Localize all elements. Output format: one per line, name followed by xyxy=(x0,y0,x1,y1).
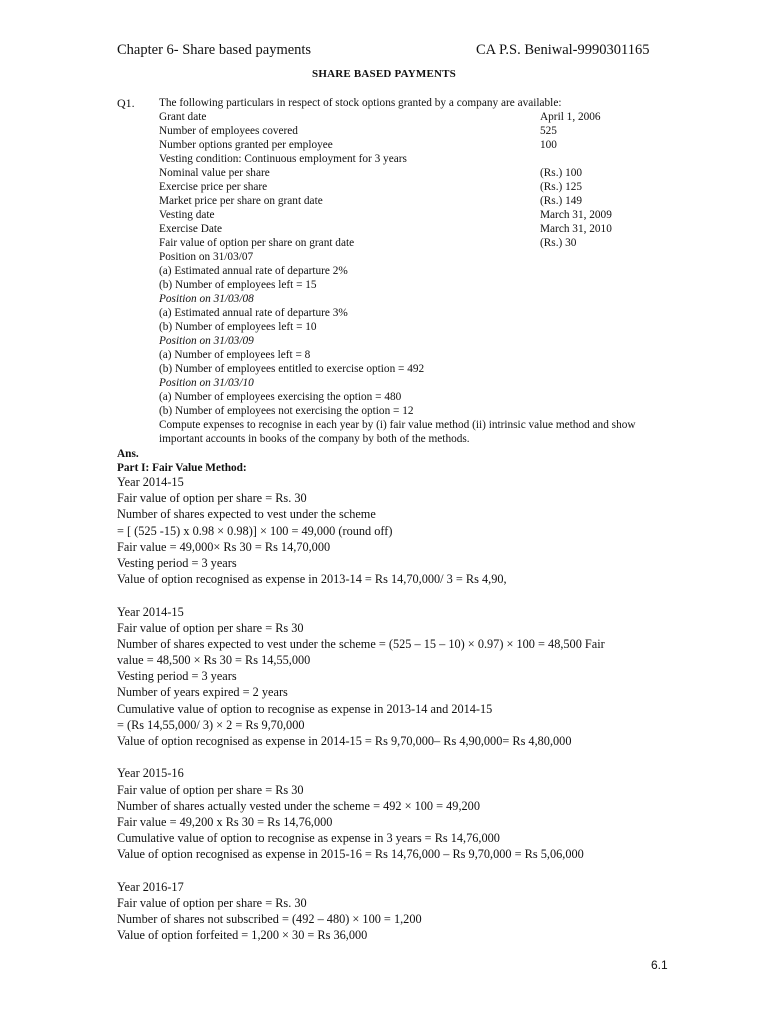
position-line: Position on 31/03/10 xyxy=(159,377,254,389)
solution-line: Number of shares expected to vest under the scheme = (525 – 15 – 10) × 0.97) × 100 = 48,500 Fair xyxy=(117,636,605,651)
particular-label: Number options granted per employee xyxy=(159,139,333,151)
page-title: SHARE BASED PAYMENTS xyxy=(312,68,456,80)
block-spacer xyxy=(117,749,717,765)
position-line: (b) Number of employees left = 15 xyxy=(159,279,317,291)
solution-line: Value of option recognised as expense in 2014-15 = Rs 9,70,000– Rs 4,90,000= Rs 4,80,000 xyxy=(117,734,572,748)
position-line: (a) Estimated annual rate of departure 3% xyxy=(159,307,348,319)
particular-row xyxy=(159,208,679,222)
particular-row xyxy=(159,152,679,166)
particular-row xyxy=(159,138,679,152)
position-line: (b) Number of employees entitled to exercise option = 492 xyxy=(159,363,425,375)
particular-value: April 1, 2006 xyxy=(540,111,601,123)
particular-row xyxy=(159,166,679,180)
particular-label: Vesting date xyxy=(159,209,215,221)
page-number: 6.1 xyxy=(651,958,668,972)
year-heading: Year 2016-17 xyxy=(117,879,184,894)
particular-label: Exercise Date xyxy=(159,223,223,235)
particular-value: March 31, 2010 xyxy=(540,223,612,235)
solution-line: Fair value of option per share = Rs 30 xyxy=(117,620,304,635)
particular-row xyxy=(159,124,679,138)
solution-line: Fair value of option per share = Rs. 30 xyxy=(117,491,307,506)
year-heading: Year 2014-15 xyxy=(117,475,184,489)
particular-value: (Rs.) 100 xyxy=(540,167,583,179)
solution-line: Number of shares expected to vest under the scheme xyxy=(117,507,376,522)
position-line: (a) Number of employees left = 8 xyxy=(159,349,311,361)
answer-label: Ans. xyxy=(117,448,139,460)
year-heading: Year 2015-16 xyxy=(117,766,184,781)
position-line: (a) Estimated annual rate of departure 2% xyxy=(159,265,348,277)
particular-label: Exercise price per share xyxy=(159,181,268,193)
header-author: CA P.S. Beniwal-9990301165 xyxy=(476,42,650,58)
particular-row xyxy=(159,222,679,236)
solution-line: Fair value = 49,000× Rs 30 = Rs 14,70,000 xyxy=(117,539,331,554)
particular-label: Number of employees covered xyxy=(159,125,298,137)
position-line: Position on 31/03/09 xyxy=(159,335,254,347)
particular-label: Nominal value per share xyxy=(159,167,270,179)
solution-line: Cumulative value of option to recognise as expense in 3 years = Rs 14,76,000 xyxy=(117,831,500,846)
solution-line: Value of option forfeited = 1,200 × 30 = Rs 36,000 xyxy=(117,928,368,943)
solution-line: Cumulative value of option to recognise as expense in 2013-14 and 2014-15 xyxy=(117,701,493,716)
block-spacer xyxy=(117,587,717,603)
particular-label: Market price per share on grant date xyxy=(159,195,323,207)
solution-line: Fair value of option per share = Rs. 30 xyxy=(117,895,307,910)
block-spacer xyxy=(117,863,717,879)
solution-line: Number of shares not subscribed = (492 – 480) × 100 = 1,200 xyxy=(117,912,422,927)
particular-value: 525 xyxy=(540,125,557,137)
particular-value: (Rs.) 30 xyxy=(540,237,577,249)
position-line: Position on 31/03/08 xyxy=(159,293,254,305)
particular-row xyxy=(159,236,679,250)
particular-label: Grant date xyxy=(159,111,207,123)
header-chapter: Chapter 6- Share based payments xyxy=(117,42,312,58)
year-heading: Year 2014-15 xyxy=(117,604,184,619)
question-body xyxy=(159,96,679,446)
particular-row xyxy=(159,180,679,194)
particular-value: March 31, 2009 xyxy=(540,209,612,221)
solution-line: Value of option recognised as expense in 2015-16 = Rs 14,76,000 – Rs 9,70,000 = Rs 5,06,000 xyxy=(117,847,584,862)
solution-line: Number of years expired = 2 years xyxy=(117,685,288,700)
question-intro: The following particulars in respect of stock options granted by a company are available: xyxy=(159,97,562,109)
particular-value: 100 xyxy=(540,139,557,151)
particular-row xyxy=(159,110,679,124)
solution-line: value = 48,500 × Rs 30 = Rs 14,55,000 xyxy=(117,653,311,668)
solution-line: Fair value of option per share = Rs 30 xyxy=(117,782,304,797)
solution-line: Number of shares actually vested under the scheme = 492 × 100 = 49,200 xyxy=(117,798,480,813)
solution-line: Vesting period = 3 years xyxy=(117,555,237,570)
particular-label: Vesting condition: Continuous employment for 3 years xyxy=(159,153,407,165)
solution-line: Fair value = 49,200 x Rs 30 = Rs 14,76,000 xyxy=(117,814,333,829)
position-line: (a) Number of employees exercising the option = 480 xyxy=(159,391,402,403)
particular-value: (Rs.) 149 xyxy=(540,195,583,207)
solution-line: = (Rs 14,55,000/ 3) × 2 = Rs 9,70,000 xyxy=(117,717,305,732)
answer-heading xyxy=(117,447,247,475)
solution-line: Value of option recognised as expense in 2013-14 = Rs 14,70,000/ 3 = Rs 4,90, xyxy=(117,572,507,587)
position-line: (b) Number of employees not exercising the option = 12 xyxy=(159,405,414,417)
question-number: Q1. xyxy=(117,96,135,110)
position-line: (b) Number of employees left = 10 xyxy=(159,321,317,333)
particular-value: (Rs.) 125 xyxy=(540,181,583,193)
solution-body xyxy=(117,474,717,943)
question-task: Compute expenses to recognise in each year by (i) fair value method (ii) intrinsic value method and show important accounts in books of the company by both of the methods. xyxy=(159,419,636,445)
particular-row xyxy=(159,194,679,208)
solution-line: = [ (525 -15) x 0.98 × 0.98)] × 100 = 49,000 (round off) xyxy=(117,523,393,538)
part-heading: Part I: Fair Value Method: xyxy=(117,462,247,474)
solution-line: Vesting period = 3 years xyxy=(117,669,237,684)
position-line: Position on 31/03/07 xyxy=(159,251,254,263)
particular-label: Fair value of option per share on grant date xyxy=(159,237,355,249)
